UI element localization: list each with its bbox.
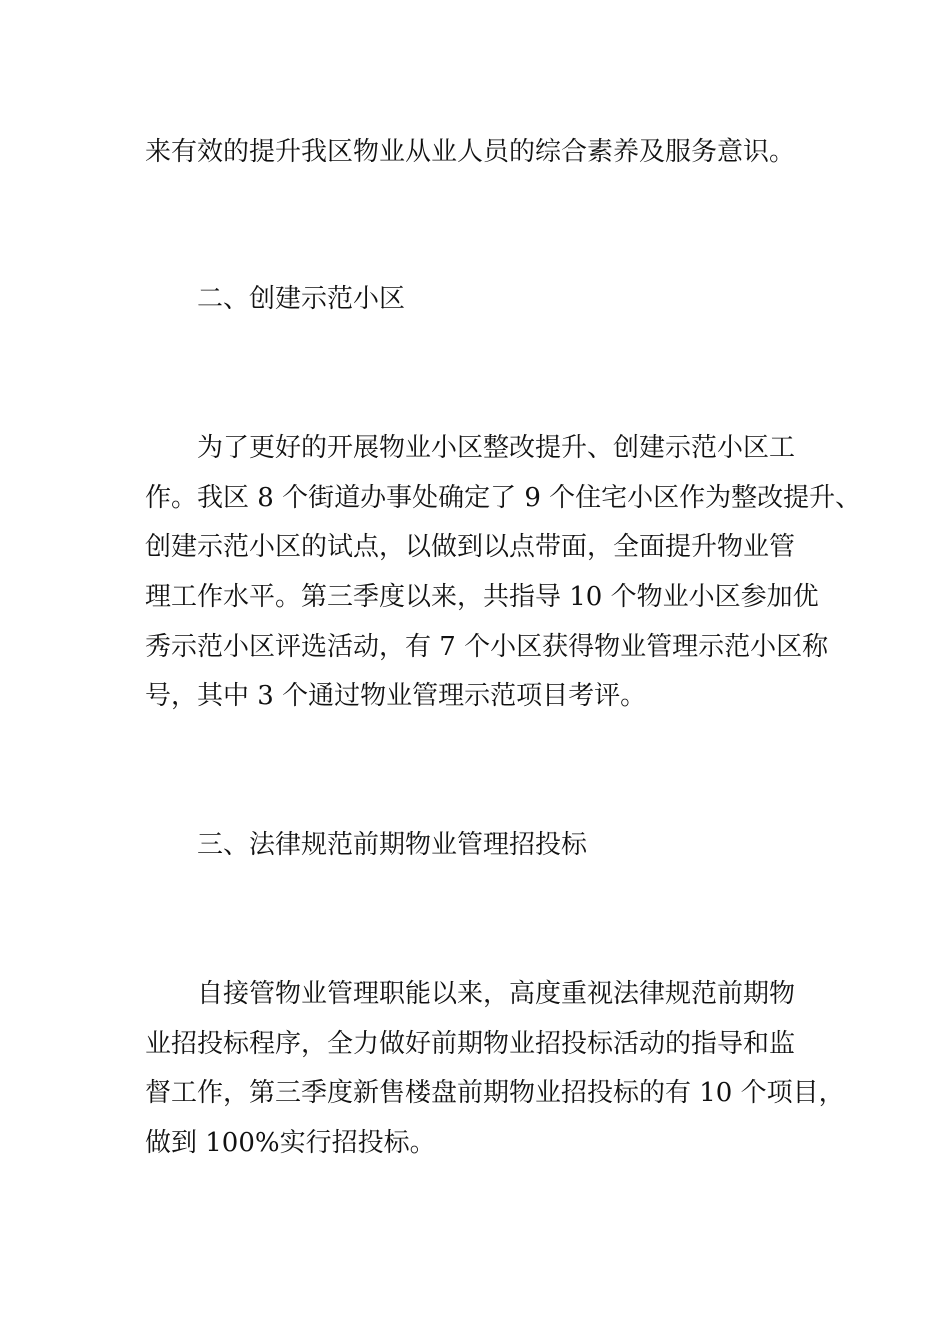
paragraph-line: 理工作水平。第三季度以来，共指导 10 个物业小区参加优 [145,582,819,612]
paragraph-line: 做到 100%实行招投标。 [145,1128,436,1158]
section-heading-3: 三、法律规范前期物业管理招投标 [197,830,588,860]
paragraph-line: 来有效的提升我区物业从业人员的综合素养及服务意识。 [145,137,796,167]
paragraph-line: 秀示范小区评选活动，有 7 个小区获得物业管理示范小区称 [145,632,829,662]
paragraph-line: 业招投标程序，全力做好前期物业招投标活动的指导和监 [145,1029,796,1059]
paragraph-line: 为了更好的开展物业小区整改提升、创建示范小区工 [197,433,796,463]
section-heading-2: 二、创建示范小区 [197,284,406,314]
paragraph-line: 号，其中 3 个通过物业管理示范项目考评。 [145,681,647,711]
paragraph-line: 作。我区 8 个街道办事处确定了 9 个住宅小区作为整改提升、 [145,483,862,513]
paragraph-line: 自接管物业管理职能以来，高度重视法律规范前期物 [197,979,796,1009]
paragraph-line: 督工作，第三季度新售楼盘前期物业招投标的有 10 个项目， [145,1078,845,1108]
paragraph-line: 创建示范小区的试点，以做到以点带面，全面提升物业管 [145,532,796,562]
